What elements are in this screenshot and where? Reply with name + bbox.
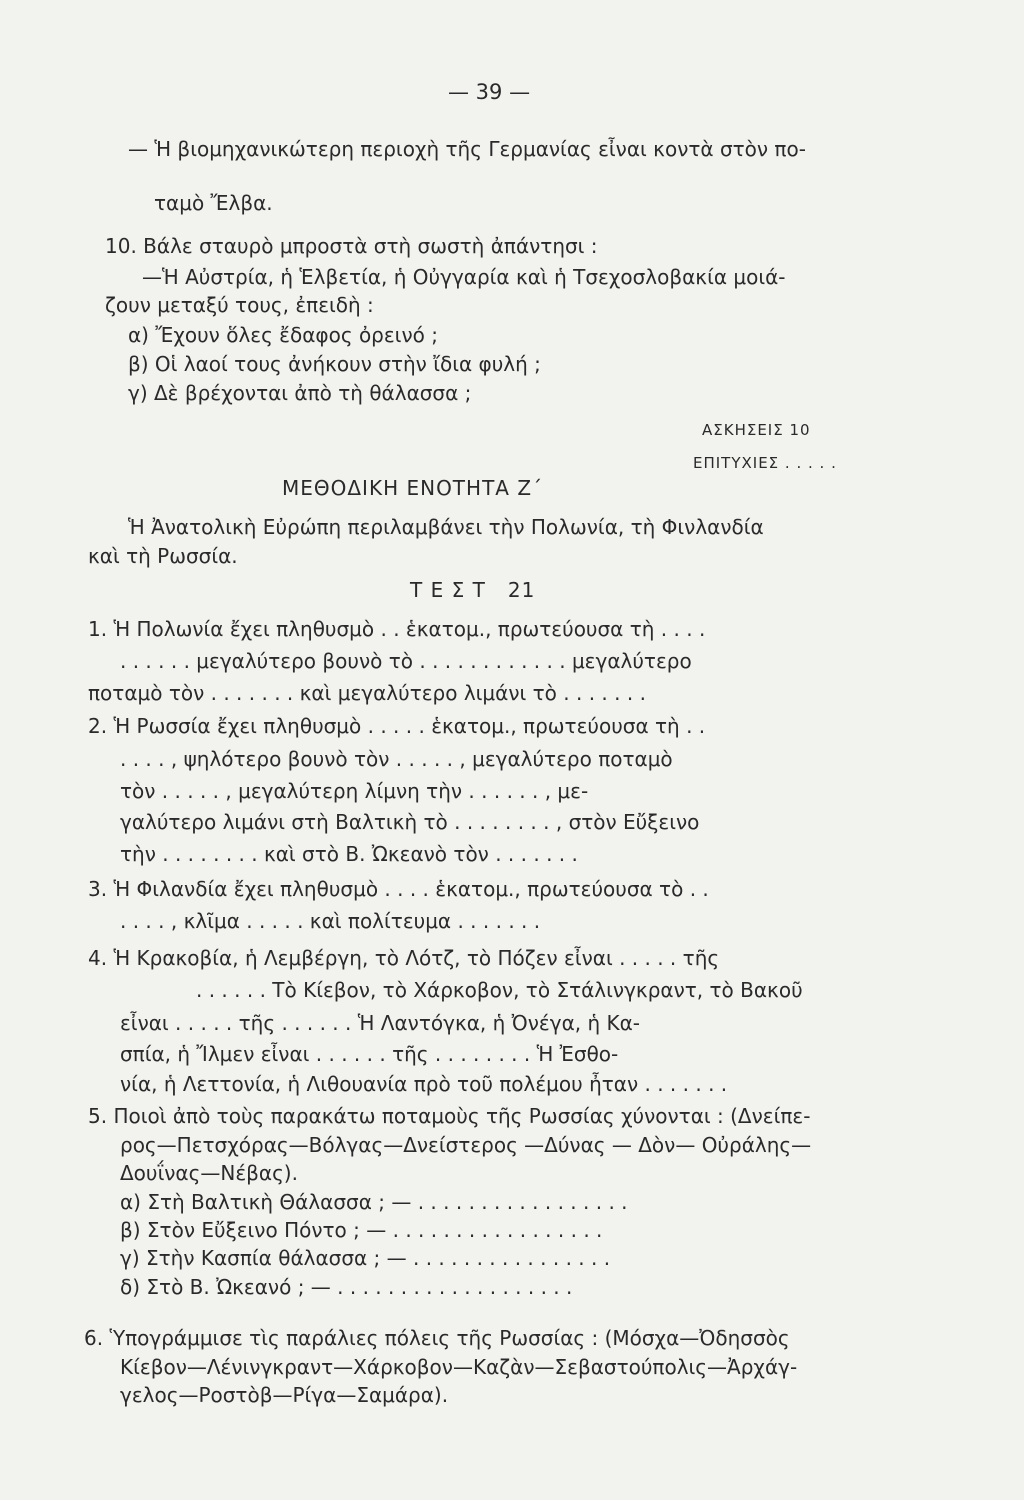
q2-line-2: . . . . , ψηλότερο βουνὸ τὸν . . . . . , μεγαλύτερο ποταμὸ: [120, 747, 673, 771]
unit-line-1: Ἡ Ἀνατολικὴ Εὐρώπη περιλαμβάνει τὴν Πολωνία, τὴ Φινλανδία: [128, 515, 764, 539]
q10-option-a: α) Ἔχουν ὅλες ἔδαφος ὀρεινό ;: [128, 323, 438, 347]
q1-line-3: ποταμὸ τὸν . . . . . . . καὶ μεγαλύτερο λιμάνι τὸ . . . . . . .: [88, 681, 646, 705]
test-title: Τ Ε Σ Τ 21: [410, 578, 536, 602]
unit-title: ΜΕΘΟΔΙΚΗ ΕΝΟΤΗΤΑ Ζ΄: [282, 476, 544, 500]
q2-line-3: τὸν . . . . . , μεγαλύτερη λίμνη τὴν . . . . . . , με-: [120, 779, 589, 803]
q4-line-4: σπία, ἡ Ἴλμεν εἶναι . . . . . . τῆς . . . . . . . . Ἡ Ἐσθο-: [120, 1042, 619, 1066]
page-number: — 39 —: [448, 80, 531, 104]
q10-stem-line-1: —Ἡ Αὐστρία, ἡ Ἑλβετία, ἡ Οὐγγαρία καὶ ἡ Τσεχοσλοβακία μοιά-: [142, 265, 786, 289]
q5-line-2: ρος—Πετσχόρας—Βόλγας—Δνείστερος —Δύνας — Δὸν— Οὐράλης—: [120, 1133, 812, 1157]
q5-option-b: β) Στὸν Εὔξεινο Πόντο ; — . . . . . . . . . . . . . . . . .: [120, 1218, 603, 1242]
q4-line-1: 4. Ἡ Κρακοβία, ἡ Λεμβέργη, τὸ Λότζ, τὸ Πόζεν εἶναι . . . . . τῆς: [88, 946, 720, 970]
q5-option-a: α) Στὴ Βαλτικὴ Θάλασσα ; — . . . . . . . . . . . . . . . . .: [120, 1190, 628, 1214]
q2-line-4: γαλύτερο λιμάνι στὴ Βαλτικὴ τὸ . . . . . . . . , στὸν Εὔξεινο: [120, 810, 700, 834]
q4-line-2: . . . . . . Τὸ Κίεβον, τὸ Χάρκοβον, τὸ Στάλινγκραντ, τὸ Βακοῦ: [196, 978, 803, 1002]
q6-line-3: γελος—Ροστὸβ—Ρίγα—Σαμάρα).: [120, 1383, 449, 1407]
unit-line-2: καὶ τὴ Ρωσσία.: [88, 544, 238, 568]
intro-line-1: — Ἡ βιομηχανικώτερη περιοχὴ τῆς Γερμανίας εἶναι κοντὰ στὸν πο-: [128, 137, 806, 161]
q10-option-c: γ) Δὲ βρέχονται ἀπὸ τὴ θάλασσα ;: [128, 381, 472, 405]
q3-line-1: 3. Ἡ Φιλανδία ἔχει πληθυσμὸ . . . . ἑκατομ., πρωτεύουσα τὸ . .: [88, 877, 709, 901]
q2-line-1: 2. Ἡ Ρωσσία ἔχει πληθυσμὸ . . . . . ἑκατομ., πρωτεύουσα τὴ . .: [88, 714, 706, 738]
q10-stem-line-2: ζουν μεταξύ τους, ἐπειδὴ :: [105, 293, 374, 317]
q5-line-3: Δουΐνας—Νέβας).: [120, 1161, 298, 1185]
q1-line-2: . . . . . . μεγαλύτερο βουνὸ τὸ . . . . . . . . . . . . μεγαλύτερο: [120, 649, 692, 673]
score-successes: ΕΠΙΤΥΧΙΕΣ . . . . .: [693, 454, 837, 472]
intro-line-2: ταμὸ Ἔλβα.: [154, 191, 273, 215]
q5-option-d: δ) Στὸ Β. Ὠκεανό ; — . . . . . . . . . . . . . . . . . . .: [120, 1275, 573, 1299]
q6-line-1: 6. Ὑπογράμμισε τὶς παράλιες πόλεις τῆς Ρωσσίας : (Μόσχα—Ὀδησσὸς: [84, 1326, 790, 1350]
q10-heading: 10. Βάλε σταυρὸ μπροστὰ στὴ σωστὴ ἀπάντησι :: [105, 234, 598, 258]
q5-line-1: 5. Ποιοὶ ἀπὸ τοὺς παρακάτω ποταμοὺς τῆς Ρωσσίας χύνονται : (Δνείπε-: [88, 1104, 811, 1128]
q6-line-2: Κίεβον—Λένινγκραντ—Χάρκοβον—Καζὰν—Σεβαστούπολις—Ἀρχάγ-: [120, 1355, 798, 1379]
score-exercises: ΑΣΚΗΣΕΙΣ 10: [702, 421, 811, 439]
q4-line-5: νία, ἡ Λεττονία, ἡ Λιθουανία πρὸ τοῦ πολέμου ἦταν . . . . . . .: [120, 1072, 728, 1096]
q1-line-1: 1. Ἡ Πολωνία ἔχει πληθυσμὸ . . ἑκατομ., πρωτεύουσα τὴ . . . .: [88, 617, 706, 641]
q10-option-b: β) Οἱ λαοί τους ἀνήκουν στὴν ἴδια φυλή ;: [128, 352, 541, 376]
q4-line-3: εἶναι . . . . . τῆς . . . . . . Ἡ Λαντόγκα, ἡ Ὀνέγα, ἡ Κα-: [120, 1011, 641, 1035]
q5-option-c: γ) Στὴν Κασπία θάλασσα ; — . . . . . . . . . . . . . . . .: [120, 1246, 611, 1270]
q2-line-5: τὴν . . . . . . . . καὶ στὸ Β. Ὠκεανὸ τὸν . . . . . . .: [120, 842, 578, 866]
q3-line-2: . . . . , κλῖμα . . . . . καὶ πολίτευμα . . . . . . .: [120, 909, 541, 933]
